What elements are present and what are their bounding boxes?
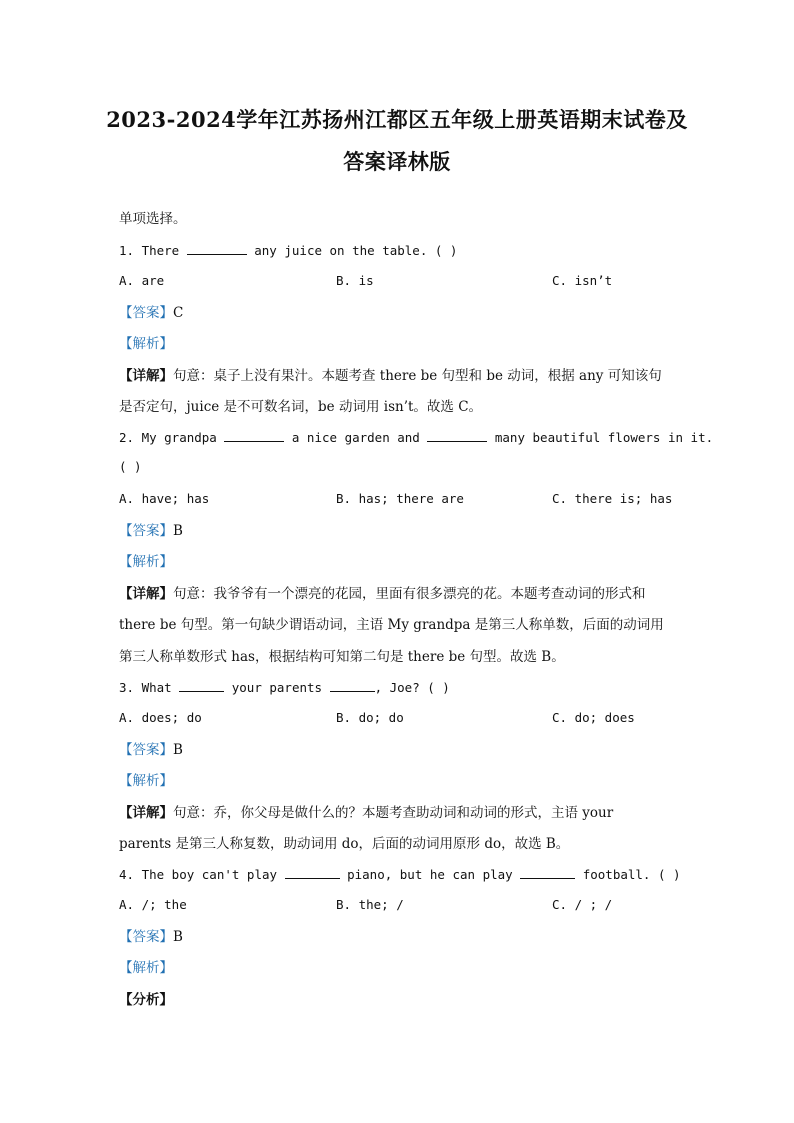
option-c: C. isn’t: [552, 273, 613, 288]
fenxi-label: 【分析】: [119, 992, 173, 1008]
answer-label: 【答案】: [119, 742, 173, 758]
answer-blank: [179, 679, 224, 692]
option-c: C. / ; /: [552, 897, 613, 912]
option-c: C. there is; has: [552, 491, 673, 506]
question-text: 4. The boy can't play: [119, 867, 285, 882]
answer-label: 【答案】: [119, 929, 173, 945]
option-a: A. have; has: [119, 491, 210, 506]
detail-text: 第三人称单数形式 has，根据结构可知第二句是 there be 句型。故选 B。: [119, 649, 565, 665]
detail-text: 句意：我爷爷有一个漂亮的花园，里面有很多漂亮的花。本题考查动词的形式和: [173, 586, 646, 602]
analysis-label: 【解析】: [119, 336, 173, 352]
detail-text: there be 句型。第一句缺少谓语动词，主语 My grandpa 是第三人称单数，后面的动词用: [119, 617, 664, 633]
detail-text: parents 是第三人称复数，助动词用 do，后面的动词用原形 do，故选 B。: [119, 836, 570, 852]
question-2: [119, 429, 713, 445]
option-b: B. has; there are: [336, 491, 464, 506]
answer-label: 【答案】: [119, 305, 173, 321]
detail-text: 是否定句，juice 是不可数名词，be 动词用 isn’t。故选 C。: [119, 399, 483, 415]
question-text: many beautiful flowers in it.: [487, 430, 714, 445]
option-a: A. does; do: [119, 710, 202, 725]
answer-blank: [330, 679, 375, 692]
question-text: any juice on the table. ( ): [246, 243, 458, 258]
detail-row: [119, 582, 646, 602]
answer-value: B: [173, 523, 183, 539]
detail-row: [119, 364, 662, 384]
answer-row: [119, 519, 183, 539]
option-b: B. do; do: [336, 710, 404, 725]
answer-row: [119, 925, 183, 945]
question-3: [119, 679, 450, 695]
option-b: B. the; /: [336, 897, 404, 912]
question-text: your parents: [224, 680, 330, 695]
answer-value: C: [173, 305, 184, 321]
question-text: , Joe? ( ): [374, 680, 450, 695]
answer-blank: [520, 866, 575, 879]
answer-blank: [224, 429, 284, 442]
answer-label: 【答案】: [119, 523, 173, 539]
question-text: football. ( ): [575, 867, 681, 882]
option-b: B. is: [336, 273, 374, 288]
detail-label: 【详解】: [119, 368, 173, 384]
question-text: 3. What: [119, 680, 180, 695]
detail-row: [119, 801, 613, 821]
option-a: A. are: [119, 273, 165, 288]
answer-blank: [285, 866, 340, 879]
doc-title-line-2: 答案译林版: [343, 149, 451, 174]
answer-value: B: [173, 929, 183, 945]
analysis-label: 【解析】: [119, 554, 173, 570]
doc-title-line-1: 2023-2024学年江苏扬州江都区五年级上册英语期末试卷及: [106, 107, 688, 132]
analysis-label: 【解析】: [119, 960, 173, 976]
detail-label: 【详解】: [119, 586, 173, 602]
answer-value: B: [173, 742, 183, 758]
answer-blank: [187, 242, 247, 255]
question-text: piano, but he can play: [339, 867, 521, 882]
detail-label: 【详解】: [119, 805, 173, 821]
question-2-bracket: ( ): [119, 459, 142, 474]
answer-blank: [427, 429, 487, 442]
question-1: [119, 242, 457, 258]
analysis-label: 【解析】: [119, 773, 173, 789]
answer-row: [119, 738, 183, 758]
detail-text: 句意：桌子上没有果汁。本题考查 there be 句型和 be 动词，根据 any 可知该句: [173, 368, 662, 384]
option-a: A. /; the: [119, 897, 187, 912]
question-text: a nice garden and: [284, 430, 428, 445]
question-4: [119, 866, 681, 882]
question-text: 1. There: [119, 243, 187, 258]
question-text: 2. My grandpa: [119, 430, 225, 445]
section-heading: 单项选择。: [119, 211, 187, 227]
answer-row: [119, 301, 183, 321]
detail-text: 句意：乔，你父母是做什么的？本题考查助动词和动词的形式，主语 your: [173, 805, 614, 821]
option-c: C. do; does: [552, 710, 635, 725]
